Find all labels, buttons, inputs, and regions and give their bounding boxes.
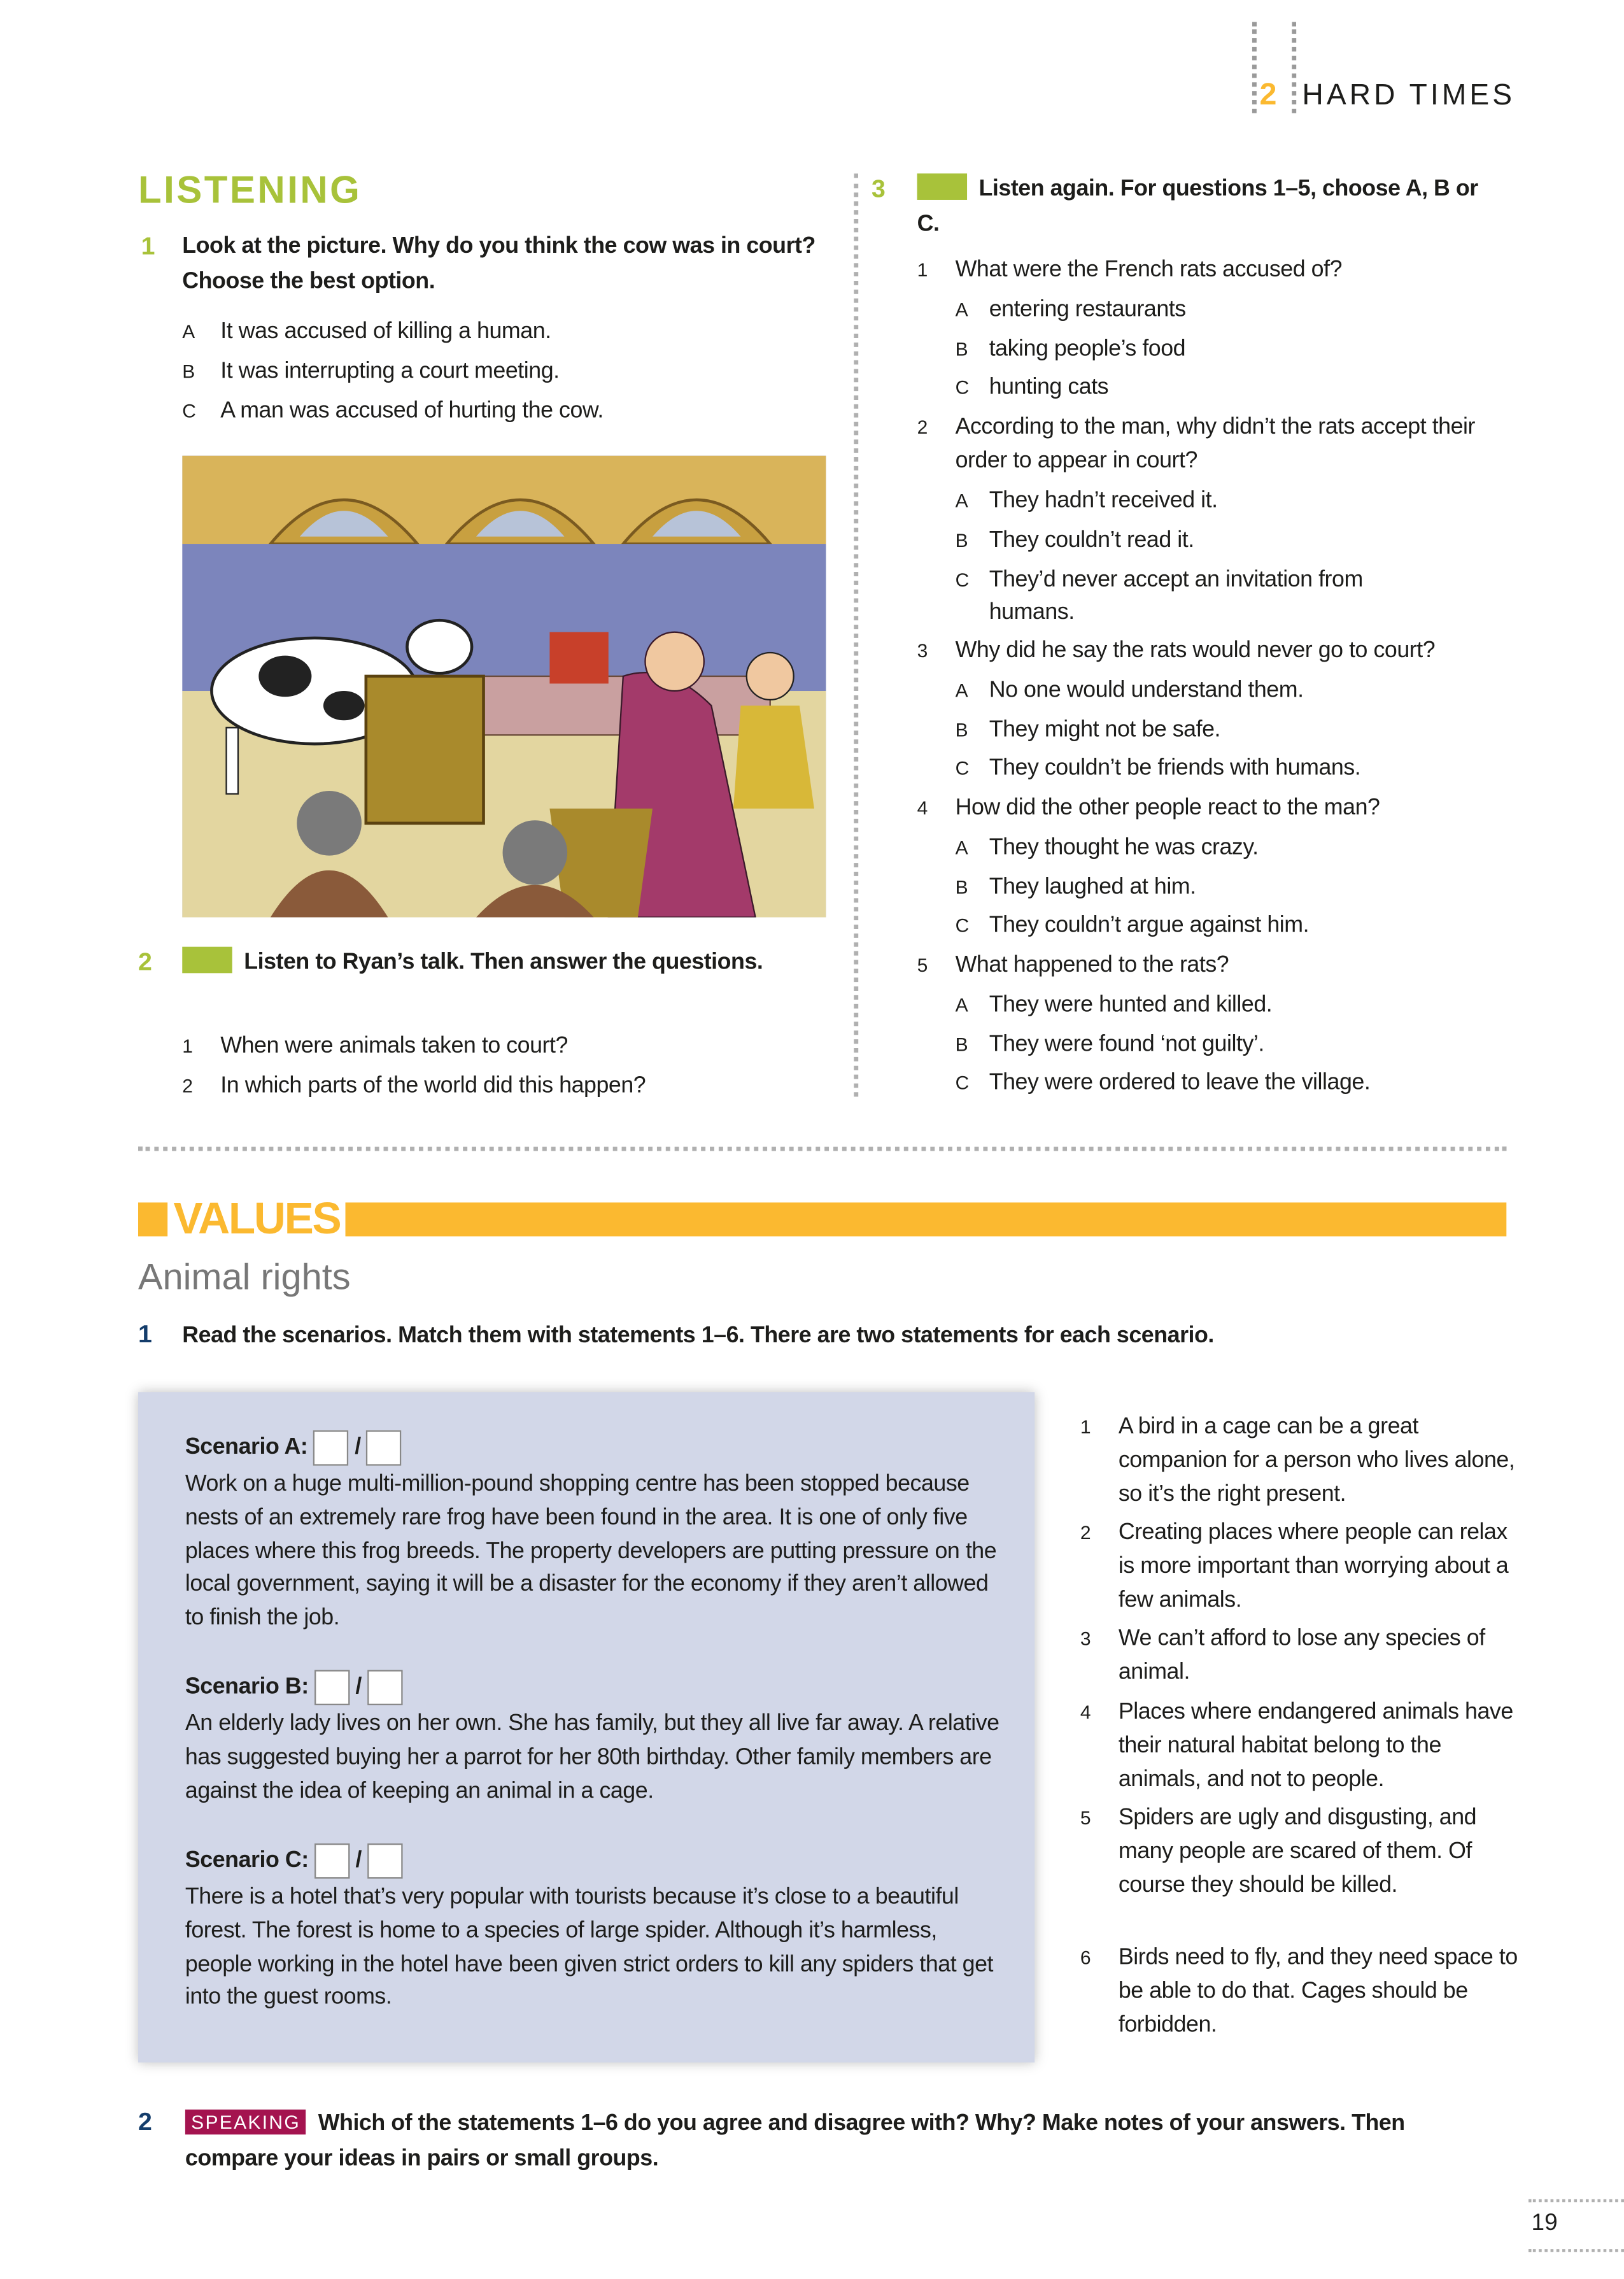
sub-question-text: What were the French rats accused of? <box>955 257 1343 283</box>
answer-box[interactable] <box>314 1670 350 1705</box>
option-text: They might not be safe. <box>989 716 1221 742</box>
statement-number: 5 <box>1080 1807 1091 1829</box>
option-text: entering restaurants <box>989 296 1186 322</box>
option-letter: B <box>955 875 968 898</box>
question-1-prompt: Look at the picture. Why do you think the cow was in court? Choose the best option. <box>182 234 816 294</box>
sub-question-text: How did the other people react to the man? <box>955 795 1380 821</box>
option-text: It was interrupting a court meeting. <box>220 359 560 384</box>
option-letter: B <box>955 337 968 360</box>
values-subtitle: Animal rights <box>138 1256 351 1298</box>
question-number: 1 <box>138 1320 152 1348</box>
page-number: 19 <box>1531 2211 1558 2236</box>
answer-separator: / <box>355 1434 361 1459</box>
option-text: It was accused of killing a human. <box>220 318 551 344</box>
section-divider <box>138 1147 1506 1151</box>
statement-number: 1 <box>1080 1416 1091 1438</box>
statement-text: Spiders are ugly and disgusting, and many people are scared of them. Of course they should be killed. <box>1118 1805 1477 1898</box>
scenarios-box <box>138 1392 1034 2062</box>
scenario <box>185 1843 1008 2016</box>
answer-box[interactable] <box>314 1430 349 1465</box>
option-letter: A <box>955 679 968 701</box>
scenario <box>185 1670 1008 1809</box>
question-number: 3 <box>871 174 886 203</box>
option-text: They were found ‘not guilty’. <box>989 1031 1264 1056</box>
sub-question-text: What happened to the rats? <box>955 952 1229 978</box>
answer-box[interactable] <box>367 1670 402 1705</box>
page-number-rule <box>1529 2199 1624 2203</box>
statement-number: 3 <box>1080 1627 1091 1650</box>
option-text: They thought he was crazy. <box>989 834 1259 860</box>
sub-question-number: 2 <box>917 416 928 438</box>
option-text: They’d never accept an invitation from humans. <box>989 567 1363 626</box>
option-letter: A <box>955 836 968 858</box>
item-number: 1 <box>182 1035 193 1057</box>
option-letter: A <box>955 993 968 1016</box>
listening-heading: LISTENING <box>138 167 362 212</box>
option-text: They laughed at him. <box>989 874 1196 899</box>
item-text: In which parts of the world did this happen? <box>220 1073 646 1098</box>
statement-text: A bird in a cage can be a great companion for a person who lives alone, so it’s the right present. <box>1118 1414 1515 1507</box>
scenario <box>185 1430 1008 1636</box>
question-2-prompt: Listen to Ryan’s talk. Then answer the questions. <box>182 945 814 980</box>
scenario-text: An elderly lady lives on her own. She has family, but they all live far away. A relative has suggested buying her a parrot for her 80th birthday. Other family members are against the idea of keeping an animal in a cage. <box>185 1711 999 1803</box>
option-letter: C <box>955 914 969 937</box>
statement-text: Creating places where people can relax is more important than worrying about a few animals. <box>1118 1520 1509 1612</box>
statement-text: We can’t afford to lose any species of animal. <box>1118 1626 1485 1685</box>
statement-number: 2 <box>1080 1521 1091 1544</box>
answer-box[interactable] <box>367 1430 402 1465</box>
scenario-header <box>185 1670 1008 1705</box>
scenario-label: Scenario A: <box>185 1434 308 1459</box>
statement-text: Places where endangered animals have their natural habitat belong to the animals, and not to people. <box>1118 1699 1513 1792</box>
statement <box>1080 1623 1522 1690</box>
sub-question-number: 5 <box>917 954 928 976</box>
statement <box>1080 1942 1522 2043</box>
header-divider <box>1252 22 1257 113</box>
option-letter: C <box>955 757 969 780</box>
option-text: No one would understand them. <box>989 677 1304 703</box>
sub-question-text: According to the man, why didn’t the rats accept their order to appear in court? <box>955 415 1476 473</box>
scenario-label: Scenario B: <box>185 1673 309 1699</box>
option-text: They couldn’t argue against him. <box>989 913 1310 939</box>
question-3-prompt: Listen again. For questions 1–5, choose A, B or C. <box>917 172 1505 243</box>
option-letter: C <box>955 376 969 399</box>
scenario-header <box>185 1430 1008 1465</box>
column-divider <box>854 173 858 1097</box>
values-heading: VALUES <box>167 1194 346 1247</box>
scenario-text: There is a hotel that’s very popular with tourists because it’s close to a beautiful forest. The forest is home to a species of large spider. Although it’s harmless, people working in the hotel have been given strict orders to kill any spiders that get into the guest rooms. <box>185 1884 994 2010</box>
option-text: hunting cats <box>989 375 1109 401</box>
option-letter: B <box>955 718 968 741</box>
statement <box>1080 1411 1522 1512</box>
question-number: 2 <box>138 948 152 976</box>
answer-box[interactable] <box>314 1843 350 1878</box>
option-letter: B <box>182 360 195 383</box>
sub-question-number: 4 <box>917 797 928 819</box>
statement <box>1080 1696 1522 1797</box>
values-q2-prompt: SPEAKING Which of the statements 1–6 do you agree and disagree with? Why? Make notes of your answers. Then compare your ideas in pairs or small groups. <box>185 2106 1479 2177</box>
question-number: 1 <box>141 232 155 260</box>
option-letter: B <box>955 529 968 551</box>
option-text: They hadn’t received it. <box>989 488 1218 513</box>
statement-text: Birds need to fly, and they need space to be able to do that. Cages should be forbidden. <box>1118 1945 1518 2037</box>
statement-number: 6 <box>1080 1946 1091 1969</box>
sub-question-number: 3 <box>917 639 928 662</box>
question-number: 2 <box>138 2108 152 2136</box>
audio-icon[interactable] <box>917 173 967 200</box>
option-text: They were hunted and killed. <box>989 991 1273 1018</box>
sub-question-text: Why did he say the rats would never go to court? <box>955 637 1436 664</box>
speaking-badge: SPEAKING <box>185 2110 306 2134</box>
option-text: They couldn’t read it. <box>989 527 1194 553</box>
option-letter: A <box>955 298 968 320</box>
page-number-rule <box>1529 2249 1624 2252</box>
scenario-label: Scenario C: <box>185 1847 309 1873</box>
item-text: When were animals taken to court? <box>220 1033 568 1059</box>
sub-question-number: 1 <box>917 259 928 281</box>
statement <box>1080 1802 1522 1903</box>
option-text: They couldn’t be friends with humans. <box>989 756 1361 781</box>
unit-number: 2 <box>1259 78 1277 112</box>
unit-title: HARD TIMES <box>1302 79 1516 112</box>
audio-icon[interactable] <box>182 947 232 974</box>
option-text: They were ordered to leave the village. <box>989 1070 1371 1096</box>
answer-separator: / <box>355 1847 362 1873</box>
option-letter: C <box>955 568 969 591</box>
values-q1-prompt: Read the scenarios. Match them with statements 1–6. There are two statements for each scenario. <box>182 1323 1214 1348</box>
option-letter: C <box>955 1072 969 1095</box>
option-text: taking people’s food <box>989 336 1186 361</box>
option-text: A man was accused of hurting the cow. <box>220 398 604 423</box>
court-cow-illustration <box>182 456 826 918</box>
answer-separator: / <box>355 1673 362 1699</box>
option-letter: B <box>955 1033 968 1055</box>
item-number: 2 <box>182 1074 193 1097</box>
header-divider <box>1292 22 1296 113</box>
answer-box[interactable] <box>367 1843 402 1878</box>
statement-number: 4 <box>1080 1701 1091 1723</box>
scenario-header <box>185 1843 1008 1878</box>
scenario-text: Work on a huge multi-million-pound shopping centre has been stopped because nests of an extremely rare frog have been found in the area. It is one of only five places where this frog breeds. The property developers are putting pressure on the local government, saying it will be a disaster for the economy if they aren’t allowed to finish the job. <box>185 1471 997 1631</box>
option-letter: C <box>182 399 196 422</box>
option-letter: A <box>955 489 968 512</box>
option-letter: A <box>182 320 195 343</box>
statement <box>1080 1517 1522 1617</box>
